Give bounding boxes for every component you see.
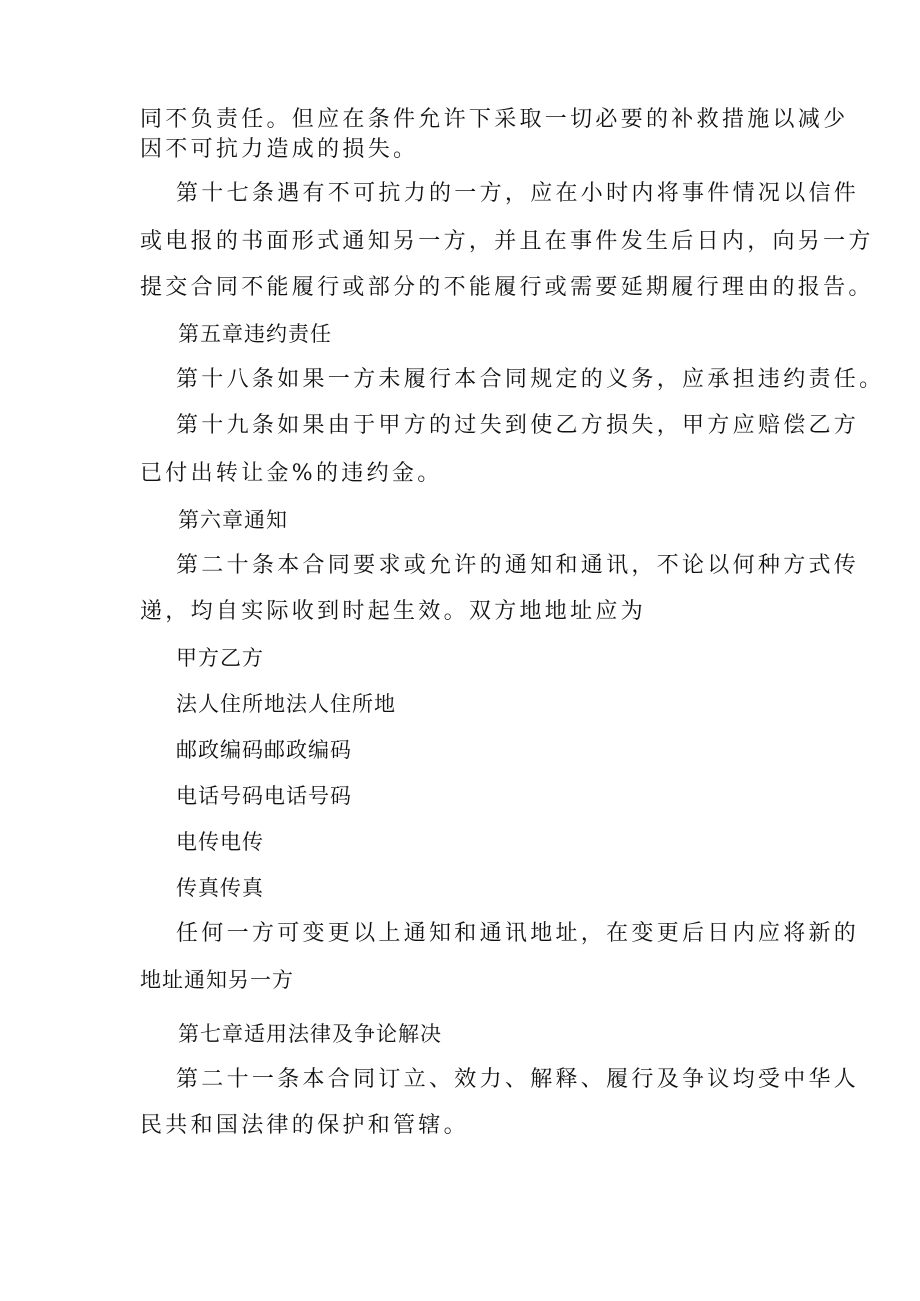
text-line: 已付出转让金%的违约金。 bbox=[140, 461, 443, 486]
chapter-heading: 第七章适用法律及争论解决 bbox=[178, 1022, 442, 1046]
text-line: 民共和国法律的保护和管辖。 bbox=[140, 1113, 469, 1138]
text-line: 或电报的书面形式通知另一方，并且在事件发生后日内，向另一方 bbox=[140, 229, 874, 254]
text-line: 第十七条遇有不可抗力的一方，应在小时内将事件情况以信件 bbox=[176, 181, 860, 206]
text-line: 邮政编码邮政编码 bbox=[176, 738, 352, 762]
text-line: 地址通知另一方 bbox=[140, 968, 294, 992]
text-line: 法人住所地法人住所地 bbox=[176, 692, 396, 716]
text-line: 任何一方可变更以上通知和通讯地址，在变更后日内应将新的 bbox=[176, 921, 860, 946]
text-line: 递，均自实际收到时起生效。双方地地址应为 bbox=[140, 599, 647, 624]
text-line: 第十九条如果由于甲方的过失到使乙方损失，甲方应赔偿乙方 bbox=[176, 413, 860, 438]
text-line: 第二十条本合同要求或允许的通知和通讯，不论以何种方式传 bbox=[176, 553, 860, 578]
chapter-heading: 第六章通知 bbox=[178, 508, 288, 532]
text-line: 传真传真 bbox=[176, 876, 264, 900]
text-line: 提交合同不能履行或部分的不能履行或需要延期履行理由的报告。 bbox=[140, 275, 874, 300]
text-line: 电传电传 bbox=[176, 830, 264, 854]
text-line: 第二十一条本合同订立、效力、解释、履行及争议均受中华人 bbox=[176, 1067, 860, 1092]
chapter-heading: 第五章违约责任 bbox=[178, 322, 332, 346]
text-line: 第十八条如果一方未履行本合同规定的义务，应承担违约责任。 bbox=[176, 367, 885, 392]
text-line: 因不可抗力造成的损失。 bbox=[140, 137, 419, 162]
text-line: 甲方乙方 bbox=[176, 646, 264, 670]
text-line: 同不负责任。但应在条件允许下采取一切必要的补救措施以减少 bbox=[140, 107, 849, 132]
text-line: 电话号码电话号码 bbox=[176, 784, 352, 808]
